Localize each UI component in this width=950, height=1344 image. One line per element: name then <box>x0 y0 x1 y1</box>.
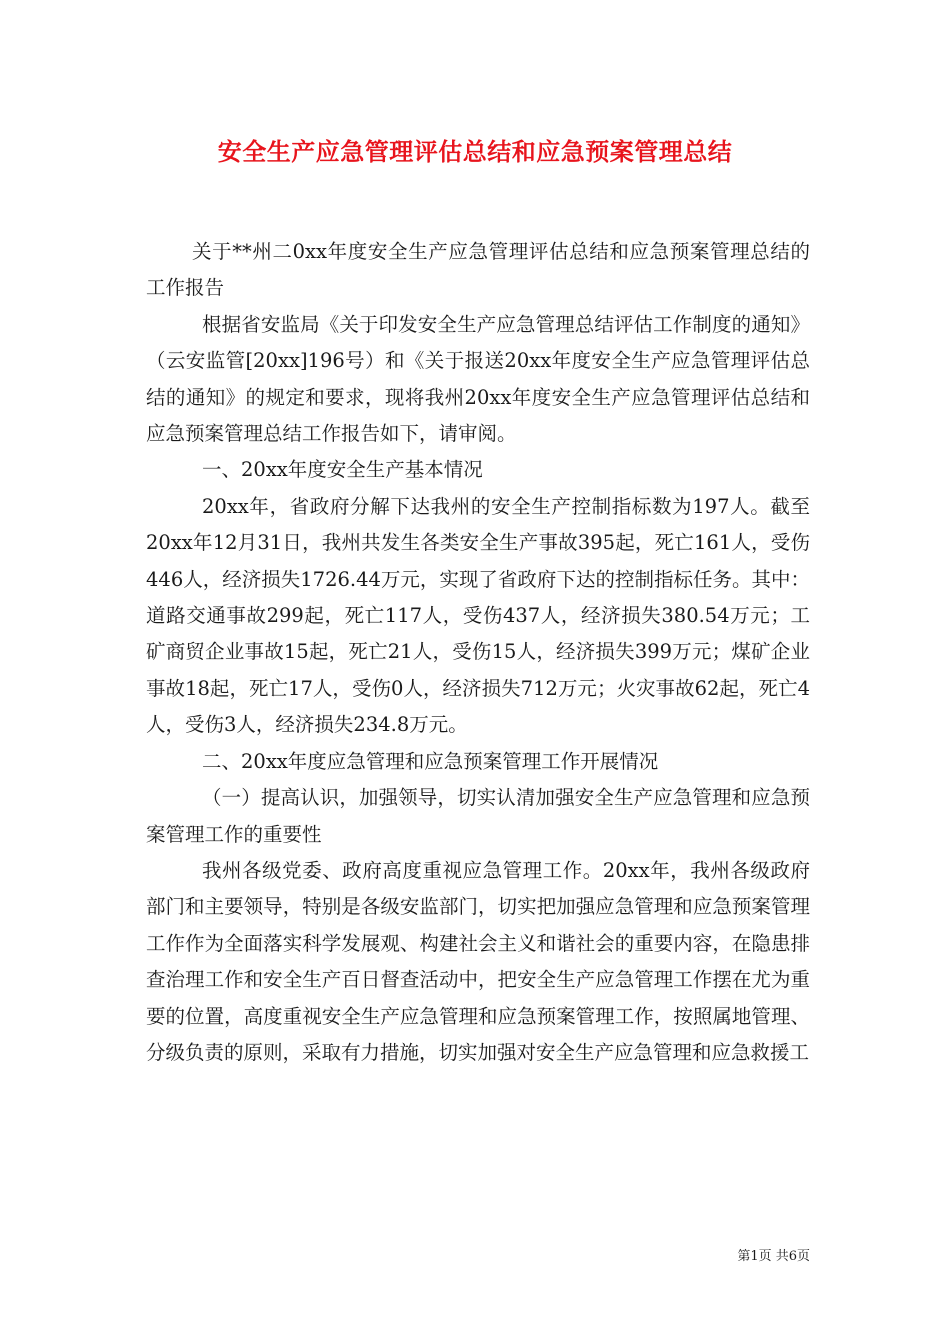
report-heading-paragraph: 关于**州二0xx年度安全生产应急管理评估总结和应急预案管理总结的工作报告 <box>146 240 810 300</box>
page-number: 第1页 共6页 <box>737 1249 810 1264</box>
document-title: 安全生产应急管理评估总结和应急预案管理总结 <box>217 137 733 166</box>
management-paragraph: 我州各级党委、政府高度重视应急管理工作。20xx年，我州各级政府部门和主要领导，特别是各级安监部门，切实把加强应急管理和应急预案管理工作作为全面落实科学发展观、构建社会主义和谐社会的重要内容，在隐患排查治理工作和安全生产百日督查活动中，把安全生产应急管理工作摆在尤为重要的位置，高度重视安全生产应急管理和应急预案管理工作，按照属地管理、分级负责的原则，采取有力措施，切实加强对安全生产应急管理和应急救援工 <box>146 858 810 1064</box>
statistics-paragraph: 20xx年，省政府分解下达我州的安全生产控制指标数为197人。截至20xx年12月31日，我州共发生各类安全生产事故395起，死亡161人，受伤446人，经济损失1726.44万元，实现了省政府下达的控制指标任务。其中：道路交通事故299起，死亡117人，受伤437人，经济损失380.54万元；工矿商贸企业事故15起，死亡21人，受伤15人，经济损失399万元；煤矿企业事故18起，死亡17人，受伤0人，经济损失712万元；火灾事故62起，死亡4人，受伤3人，经济损失234.8万元。 <box>146 494 810 737</box>
intro-paragraph: 根据省安监局《关于印发安全生产应急管理总结评估工作制度的通知》（云安监管[20xx]196号）和《关于报送20xx年度安全生产应急管理评估总结的通知》的规定和要求，现将我州20xx年度安全生产应急管理评估总结和应急预案管理总结工作报告如下，请审阅。 <box>146 312 810 446</box>
subsection-heading-1: （一）提高认识，加强领导，切实认清加强安全生产应急管理和应急预案管理工作的重要性 <box>146 786 810 846</box>
section-heading-2: 二、20xx年度应急管理和应急预案管理工作开展情况 <box>202 749 659 773</box>
document-body <box>146 234 810 1071</box>
section-heading-1: 一、20xx年度安全生产基本情况 <box>202 458 483 482</box>
